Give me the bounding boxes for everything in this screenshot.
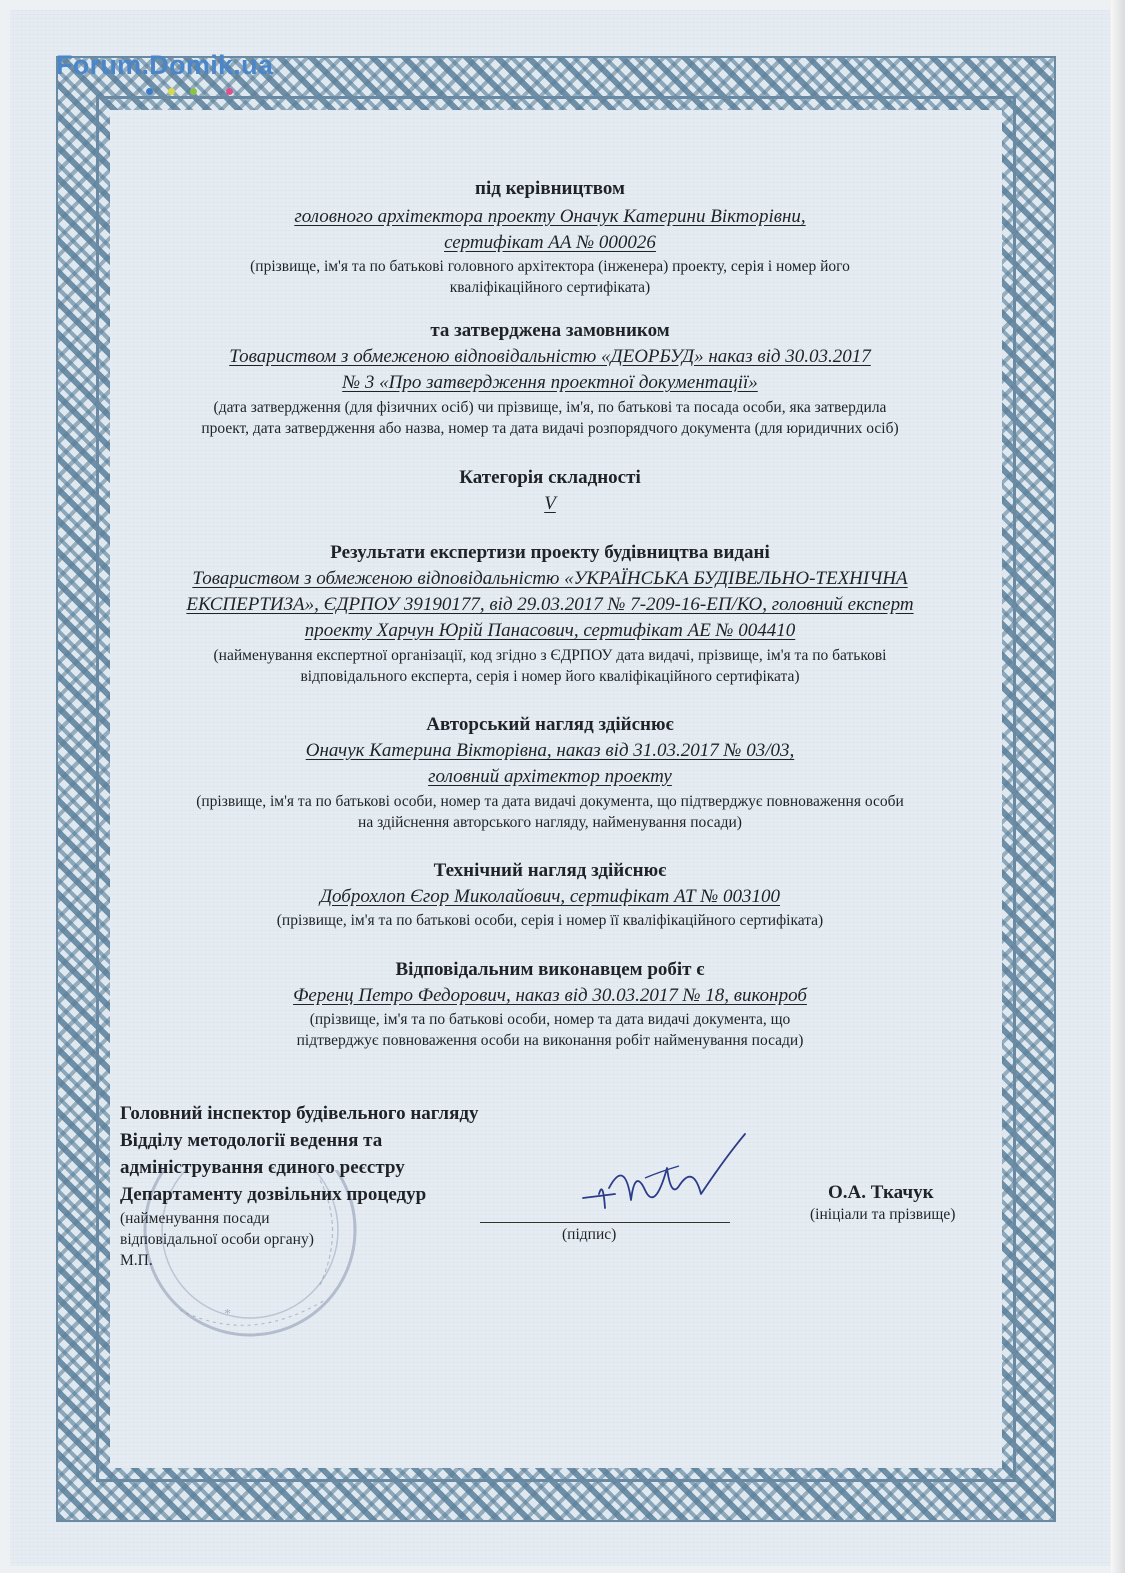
expertise-heading: Результати експертизи проекту будівництва видані — [330, 542, 770, 563]
approval-note-1: (дата затвердження (для фізичних осіб) чи прізвище, ім'я, по батькові та посада особи, яка затвердила — [213, 399, 887, 416]
expertise-line-2: ЕКСПЕРТИЗА», ЄДРПОУ 39190177, від 29.03.2017 № 7-209-16-ЕП/КО, головний експерт — [186, 594, 914, 615]
supervision-line-1: головного архітектора проекту Оначук Катерини Вікторівни, — [294, 206, 806, 227]
stamp-place-label: М.П. — [120, 1252, 153, 1269]
technical-line-1: Доброхлоп Єгор Миколайович, сертифікат АТ № 003100 — [319, 886, 781, 907]
supervision-line-2: сертифікат АА № 000026 — [444, 232, 656, 253]
approval-line-1: Товариством з обмеженою відповідальністю «ДЕОРБУД» наказ від 30.03.2017 — [229, 346, 871, 367]
category-value: V — [544, 493, 556, 514]
author-note-2: на здійснення авторського нагляду, найменування посади) — [358, 814, 742, 831]
watermark-dot — [146, 88, 153, 95]
technical-note-1: (прізвище, ім'я та по батькові особи, серія і номер її кваліфікаційного сертифіката) — [276, 912, 824, 929]
expertise-note-2: відповідального експерта, серія і номер його кваліфікаційного сертифіката) — [300, 668, 800, 685]
supervision-heading: під керівництвом — [475, 178, 625, 199]
watermark-dot — [168, 88, 175, 95]
watermark-logo[interactable]: Forum.Domik.ua — [56, 50, 274, 80]
approval-note-2: проект, дата затвердження або назва, номер та дата видачі розпорядчого документа (для юридичних осіб) — [201, 420, 899, 437]
watermark-dots — [146, 88, 246, 98]
signature-line — [480, 1222, 730, 1223]
approval-line-2: № 3 «Про затвердження проектної документації» — [342, 372, 758, 393]
signatory-block — [120, 1100, 580, 1271]
signatory-title-2: Відділу методології ведення та — [120, 1130, 383, 1151]
executor-line-1: Ференц Петро Федорович, наказ від 30.03.2017 № 18, виконроб — [293, 985, 807, 1006]
executor-note-2: підтверджує повноваження особи на виконання робіт найменування посади) — [296, 1032, 804, 1049]
category-heading: Категорія складності — [459, 467, 641, 488]
signatory-note-2: відповідальної особи органу) — [120, 1231, 314, 1248]
supervision-note-1: (прізвище, ім'я та по батькові головного архітектора (інженера) проекту, серія і номер його — [250, 258, 850, 275]
handwritten-signature-icon — [575, 1128, 755, 1228]
technical-heading: Технічний нагляд здійснює — [433, 860, 667, 881]
author-heading: Авторський нагляд здійснює — [426, 714, 674, 735]
watermark-dot — [190, 88, 197, 95]
inspector-name-note: (ініціали та прізвище) — [810, 1206, 956, 1223]
executor-note-1: (прізвище, ім'я та по батькові особи, номер та дата видачі документа, що — [309, 1011, 791, 1028]
expertise-line-1: Товариством з обмеженою відповідальністю «УКРАЇНСЬКА БУДІВЕЛЬНО-ТЕХНІЧНА — [192, 568, 908, 589]
page-edge-shadow — [1111, 0, 1125, 1573]
signatory-note-1: (найменування посади — [120, 1210, 270, 1227]
approval-heading: та затверджена замовником — [430, 320, 670, 341]
author-line-2: головний архітектор проекту — [428, 766, 672, 787]
watermark-dot — [226, 88, 233, 95]
expertise-note-1: (найменування експертної організації, код згідно з ЄДРПОУ дата видачі, прізвище, ім'я та по батькові — [213, 647, 887, 664]
signatory-title-4: Департаменту дозвільних процедур — [120, 1184, 427, 1205]
svg-text:*: * — [224, 1307, 231, 1322]
expertise-line-3: проекту Харчун Юрій Панасович, сертифікат АЕ № 004410 — [304, 620, 796, 641]
author-line-1: Оначук Катерина Вікторівна, наказ від 31.03.2017 № 03/03, — [305, 740, 795, 761]
signatory-title-1: Головний інспектор будівельного нагляду — [120, 1103, 479, 1124]
inspector-name: О.А. Ткачук — [828, 1182, 934, 1203]
author-note-1: (прізвище, ім'я та по батькові особи, номер та дата видачі документа, що підтверджує повноваження особи — [196, 793, 904, 810]
executor-heading: Відповідальним виконавцем робіт є — [395, 959, 705, 980]
signatory-title-3: адміністрування єдиного реєстру — [120, 1157, 405, 1178]
signature-label: (підпис) — [562, 1226, 617, 1243]
supervision-note-2: кваліфікаційного сертифіката) — [449, 279, 651, 296]
